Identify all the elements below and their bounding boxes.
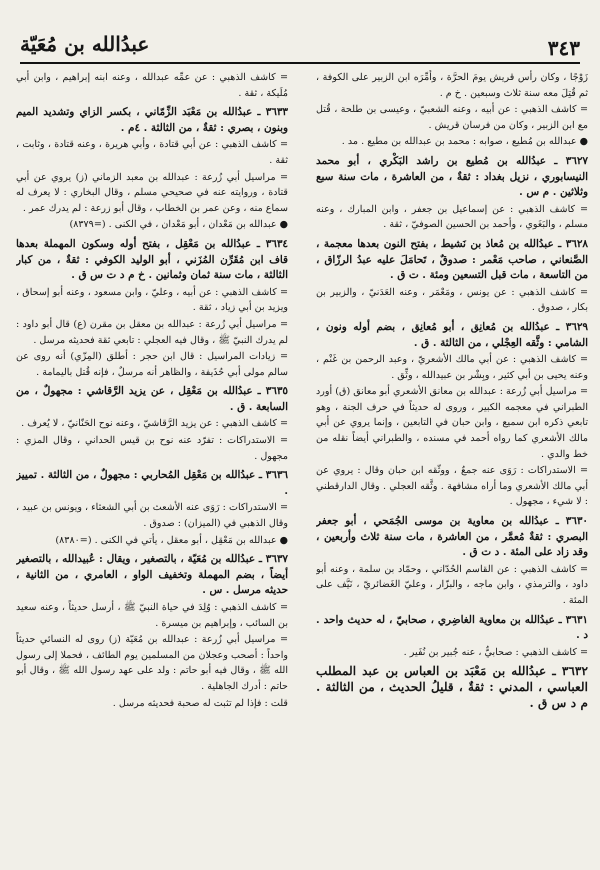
marasil-note: = مراسيل أبي زُرعة : عبدالله بن مُعَيّة (ز) روى له النسائي حديثاً واحداً : أصحب وعجلان من المسلمين يوم الطائف ، فحملا إلى رسول الله ﷺ ، وقال فيه أبو حاتم : ولد على عهد رسول الله ﷺ ، وقال أبو حاتم : أدرك الجاهلية .	[16, 634, 288, 692]
text-paragraph: زَوْجًا ، وكان رأس قريش يومَ الحرَّة ، وأُمِّرَه ابن الزبير على الكوفة ، ثم قُتِلَ معه سنة ثلاث وسبعين . خ م .	[316, 72, 588, 99]
page-number: ٣٤٣	[547, 36, 580, 60]
kashif-note: = كاشف الذهبي : عن يونس ، ومَعْمَر ، وعنه العَدَنيّ ، والزبير بن بكار ، صدوق .	[316, 286, 588, 314]
page-header	[20, 6, 580, 62]
header-rule	[20, 62, 580, 64]
entry-3631: ٣٦٣١ ـ عبدُالله بن معاوية الغاضِري ، صحابيّ ، له حديث واحد . د .	[316, 613, 588, 642]
entry-3636: ٣٦٣٦ ـ عبدُالله بن مَعْقِل المُحاربي : مجهولٌ ، من الثالثة . تمييز .	[16, 469, 288, 497]
kashif-note: = كاشف الذهبي : عن أبيه ، وعليّ ، وابن مسعود ، وعنه أبو إسحاق ، ويزيد بن أبي زياد ، ثقة .	[16, 286, 288, 314]
ziyadat-note: = زيادات المراسيل : قال ابن حجر : أطلق (المِزّي) أنه روى عن سالم مولى أبي حُذَيفة ، والظاهر أنه مرسلٌ ، فإنه قُتل باليمامة .	[16, 351, 288, 378]
istidrakat-note: = الاستدراكات : رَوَى عنه جمعٌ ، ووثّقه ابن حبان وقال : يروي عن أبي مالك الأشعري وما أراه مشافهة . وثَّقه العجلي . وقال الدارقطني : لا شيء ، مجهول .	[316, 465, 588, 508]
kashif-note: = كاشف الذهبي : عن أبي مالك الأشعريّ ، وعبد الرحمن بن غَنْم ، وعنه يحيى بن أبي كثير ، وبِشْر بن عبيدالله ، وثِّق .	[316, 354, 588, 381]
kashif-note: = كاشف الذهبي : عن أبيه ، وعنه الشعبيّ ، وعيسى بن طلحة ، قُتل مع ابن الزبير ، وكان من فرسان قريش .	[316, 104, 588, 131]
kashif-note: = كاشف الذهبي : عن القاسم الحُدّاني ، وحمّاد بن سلمة ، وعنه أبو داود ، والترمذي ، وابن ماجه ، والبزّار ، وعليّ الغَضائريّ ، نَيَّف على المئة .	[316, 563, 588, 606]
marasil-note: = مراسيل أبي زُرعة : عبدالله بن معانق الأشعري أبو معانق (ق) أورد الطبراني في معجمه الكبير ، وروى له حديثاً في حرف الجنة ، وهو تابعي ذكره ابن سميع ، وابن حبان في التابعين ، وإنما يروي عن أبي مالك الأشعري كما رواه أحمد في مسنده ، والطبراني أيضاً نقله من خط والدي .	[316, 386, 588, 460]
cross-reference: ● عبدالله بن مَعْدان ، أبو مَعْدان ، في الكنى . (=٨٣٧٩)	[69, 219, 288, 231]
author-comment: قلت : فإذا لم تثبت له صحبة فحديثه مرسل .	[112, 697, 288, 709]
istidrakat-note: = الاستدراكات : تفرّد عنه نوح بن قيس الحداني ، وقال المزي : مجهول .	[16, 435, 288, 462]
kashif-note: = كاشف الذهبي : عن يزيد الرَّقاشيّ ، وعنه نوح الحَنّانيّ ، لا يُعرف .	[21, 418, 288, 430]
cross-reference: ● عبدالله بن مَعْقِل ، أبو معقل ، يأتي في الكنى . (=٨٣٨٠)	[55, 534, 288, 546]
right-column	[316, 70, 588, 860]
marasil-note: = مراسيل أبي زُرعة : عبدالله بن معقل بن مقرن (ع) قال أبو داود : لم يدرك النبيّ ﷺ ، وقال فيه العجلي : تابعي ثقة فحديثه مرسل .	[16, 318, 288, 346]
entry-3635: ٣٦٣٥ ـ عبدُالله بن مَعْقِل ، عن يزيد الرَّقاشي : مجهولٌ ، من السابعة . ق .	[16, 385, 288, 413]
kashif-note: = كاشف الذهبي : عن إسماعيل بن جعفر ، وابن المبارك ، وعنه مسلم ، والبَغَوي ، وأحمد بن الحسين الصوفيّ ، ثقة .	[316, 203, 588, 231]
running-title: عبدُالله بن مُعَيّة	[20, 32, 150, 56]
entry-3629: ٣٦٢٩ ـ عبدُالله بن مُعانِق ، أبو مُعانِق ، بضم أوله ونون ، الشامي : وثَّقه العِجْلي ، من الثالثة . ق .	[316, 320, 588, 349]
kashif-note: = كاشف الذهبي : عن أبي قتادة ، وأبي هريرة ، وعنه قتادة ، وثابت ، ثقة .	[16, 139, 288, 166]
kashif-note: = كاشف الذهبي : وُلِدَ في حياة النبيّ ﷺ ، أرسل حديثاً ، وعنه سعيد بن السائب ، وإبراهيم بن ميسرة .	[16, 602, 288, 629]
entry-3637: ٣٦٣٧ ـ عبدُالله بن مُعَيّة ، بالتصغير ، ويقال : عُبيدالله ، بالتصغير أيضاً ، بضم المهملة وتخفيف الواو ، العامري ، من الثانية ، حديثه مرسل . س .	[16, 553, 288, 597]
entry-3632: ٣٦٣٢ ـ عبدُالله بن مَعْبَد بن العباس بن عبد المطلب العباسي ، المدني : ثقةٌ ، قليلُ الحديث ، من الثالثة . م د س ق .	[316, 664, 588, 710]
entry-3630: ٣٦٣٠ ـ عبدُالله بن معاوية بن موسى الجُمَحي ، أبو جعفر البصري : ثقةٌ مُعمَّر ، من العاشرة ، مات سنة ثلاث وأربعين ، وقد زاد على المئة . د ت ق .	[316, 515, 588, 559]
entry-3627: ٣٦٢٧ ـ عبدُالله بن مُطيع بن راشد البَكْري ، أبو محمد النيسابوري ، نزيل بغداد : ثقةٌ ، من العاشرة ، مات سنة سبع وثلاثين . م س .	[316, 154, 588, 199]
istidrakat-note: = الاستدراكات : رَوَى عنه الأشعث بن أبي الشعثاء ، ويونس بن عبيد ، وقال الذهبي في (الميزان) : صدوق .	[16, 502, 288, 530]
entry-3634: ٣٦٣٤ ـ عبدُالله بن مَعْقِل ، بفتح أوله وسكون المهملة بعدها قاف ابن مُقَرِّن المُزَني ، أبو الوليد الكوفي : ثقةٌ ، من كبار الثالثة ، مات سنة ثمان وثمانين . خ م د ت س ق .	[16, 237, 288, 282]
marasil-note: = مراسيل أبي زُرعة : عبدالله بن معبد الزماني (ز) يروي عن أبي قتادة ، وروايته عنه في صحيحي مسلم ، وقال البخاري : لا يعرف له سماع منه ، وعن عمر بن الخطاب ، وقال أبو زرعة : لم يدرك عمر .	[16, 171, 288, 214]
cross-reference: ● عبدالله بن مُطيع ، صوابه : محمد بن عبدالله بن مطيع . مد .	[341, 136, 588, 148]
entry-3628: ٣٦٢٨ ـ عبدُالله بن مُعاذ بن نَشيط ، بفتح النون بعدها معجمة ، الصَّنعاني ، صاحب مَعْمر : صدوقٌ ، تَحامَلَ عليه عبدُ الرزّاق ، من التاسعة ، مات قبل التسعين ومئة . ت ق .	[316, 237, 588, 282]
entry-3633: ٣٦٣٣ ـ عبدُالله بن مَعْبَد الزِّمّاني ، بكسر الزاي وتشديد الميم وبنون ، بصري : ثقةٌ ، من الثالثة . ٤م .	[16, 106, 288, 134]
kashif-note: = كاشف الذهبي : عن عمِّه عبدالله ، وعنه ابنه إبراهيم ، وابن أبي مُلَيكة ، ثقة .	[16, 72, 288, 99]
kashif-note: = كاشف الذهبي : صحابيٌّ ، عنه جُبير بن نُفَير .	[403, 646, 588, 658]
left-column	[16, 70, 288, 860]
